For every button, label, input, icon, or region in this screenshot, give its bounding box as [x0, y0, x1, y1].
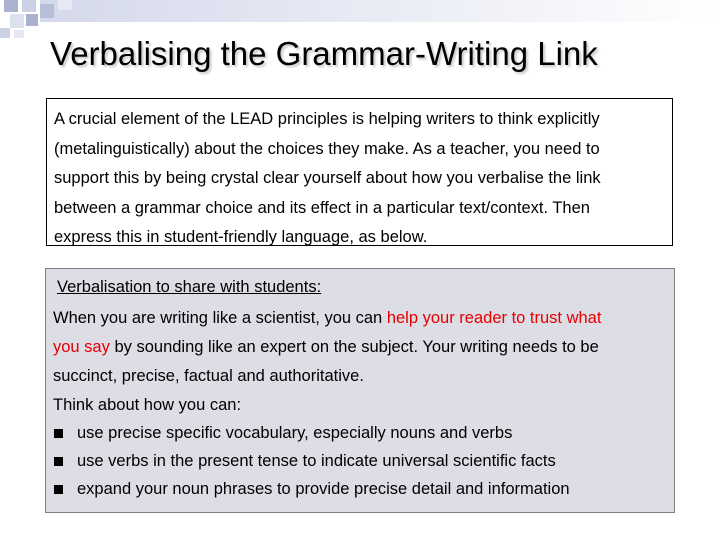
list-item	[53, 475, 674, 503]
square-bullet-icon	[54, 429, 63, 438]
square-bullet-icon	[54, 457, 63, 466]
intro-line: (metalinguistically) about the choices they make. As a teacher, you need to	[54, 139, 600, 158]
slide-title: Verbalising the Grammar-Writing Link	[50, 35, 598, 72]
para-highlight: you say	[53, 338, 110, 356]
bullet-text: expand your noun phrases to provide precise detail and information	[77, 480, 570, 498]
intro-line: express this in student-friendly language, as below.	[54, 228, 428, 246]
para-text: by sounding like an expert on the subject. Your writing needs to be	[109, 338, 599, 356]
square-bullet-icon	[54, 485, 63, 494]
intro-line: support this by being crystal clear yourself about how you verbalise the link	[54, 169, 601, 187]
list-item	[53, 419, 674, 447]
intro-textbox	[46, 98, 673, 246]
list-item	[53, 447, 674, 475]
intro-line: between a grammar choice and its effect in a particular text/context. Then	[54, 198, 590, 217]
bullet-text: use verbs in the present tense to indicate universal scientific facts	[77, 452, 556, 470]
para-text: succinct, precise, factual and authoritative.	[53, 367, 364, 385]
bullet-text: use precise specific vocabulary, especially nouns and verbs	[77, 424, 513, 442]
para-text: When you are writing like a scientist, you can	[53, 309, 387, 327]
bullet-list	[53, 419, 674, 503]
intro-line: A crucial element of the LEAD principles is helping writers to think explicitly	[54, 110, 600, 128]
para-highlight: help your reader to trust what	[386, 309, 602, 327]
verbalisation-box	[45, 268, 675, 513]
think-prompt: Think about how you can:	[53, 396, 242, 414]
verbalisation-paragraph	[53, 304, 674, 391]
verbalisation-heading: Verbalisation to share with students:	[57, 278, 322, 296]
